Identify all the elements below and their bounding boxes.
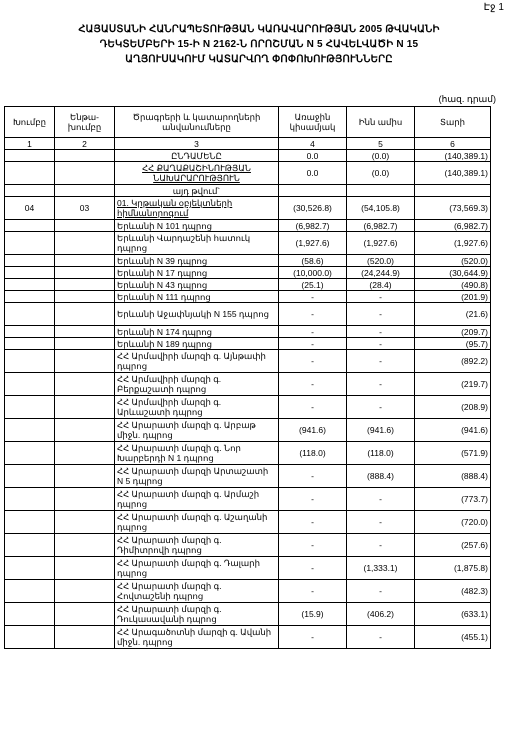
cell-first-half: -: [279, 534, 347, 557]
cell-first-half: -: [279, 373, 347, 396]
cell-year: (773.7): [415, 488, 491, 511]
cell-group: [5, 603, 55, 626]
cell-name: ՀՀ Արարատի մարզի գ. Աշաղանի դպրոց: [115, 511, 279, 534]
col-number: 3: [115, 138, 279, 150]
cell-first-half: 0.0: [279, 162, 347, 185]
cell-subgroup: [55, 279, 115, 291]
table-row: [5, 197, 491, 220]
cell-nine-months: (520.0): [347, 255, 415, 267]
col-number: 1: [5, 138, 55, 150]
table-row: [5, 150, 491, 162]
cell-subgroup: [55, 603, 115, 626]
cell-name: ՀՀ Արարատի մարզի Արտաշատի N 5 դպրոց: [115, 465, 279, 488]
cell-first-half: (10,000.0): [279, 267, 347, 279]
cell-year: (720.0): [415, 511, 491, 534]
cell-subgroup: [55, 185, 115, 197]
cell-subgroup: [55, 232, 115, 255]
table-row: [5, 626, 491, 649]
cell-nine-months: (888.4): [347, 465, 415, 488]
cell-nine-months: (406.2): [347, 603, 415, 626]
cell-group: [5, 326, 55, 338]
cell-subgroup: [55, 488, 115, 511]
cell-year: (6,982.7): [415, 220, 491, 232]
cell-first-half: -: [279, 511, 347, 534]
col-header-subgroup: Ենթա-խումբը: [55, 107, 115, 138]
cell-year: (30,644.9): [415, 267, 491, 279]
cell-subgroup: [55, 373, 115, 396]
page-number: Էջ 1: [483, 2, 504, 13]
cell-name: ՀՀ Արմավիրի մարզի գ. Այնթափի դպրոց: [115, 350, 279, 373]
cell-group: [5, 150, 55, 162]
cell-name: ՀՀ Արարատի մարզի գ. Դալարի դպրոց: [115, 557, 279, 580]
table-row: [5, 279, 491, 291]
cell-subgroup: [55, 291, 115, 303]
cell-name: այդ թվում`: [115, 185, 279, 197]
table-row: [5, 255, 491, 267]
cell-group: [5, 338, 55, 350]
cell-year: (892.2): [415, 350, 491, 373]
cell-name: Երևանի N 43 դպրոց: [115, 279, 279, 291]
cell-year: (482.3): [415, 580, 491, 603]
table-row: [5, 603, 491, 626]
col-header-group: Խումբը: [5, 107, 55, 138]
cell-subgroup: 03: [55, 197, 115, 220]
cell-nine-months: -: [347, 396, 415, 419]
cell-year: (633.1): [415, 603, 491, 626]
table-row: [5, 350, 491, 373]
table-row: [5, 396, 491, 419]
cell-year: (201.9): [415, 291, 491, 303]
cell-nine-months: -: [347, 291, 415, 303]
cell-first-half: -: [279, 326, 347, 338]
title-line-1: ՀԱՅԱՍՏԱՆԻ ՀԱՆՐԱՊԵՏՈՒԹՅԱՆ ԿԱՌԱՎԱՐՈՒԹՅԱՆ 2005 ԹՎԱԿԱՆԻ: [78, 24, 440, 35]
cell-group: [5, 534, 55, 557]
col-header-first-half: Առաջին կիսամյակ: [279, 107, 347, 138]
table-row: [5, 220, 491, 232]
cell-first-half: (58.6): [279, 255, 347, 267]
cell-first-half: -: [279, 291, 347, 303]
cell-first-half: -: [279, 303, 347, 326]
cell-name: 01. Կրթական օբյեկտների հիմնանորոգում: [115, 197, 279, 220]
cell-first-half: -: [279, 465, 347, 488]
cell-year: [415, 185, 491, 197]
cell-year: (21.6): [415, 303, 491, 326]
cell-nine-months: -: [347, 488, 415, 511]
cell-first-half: -: [279, 488, 347, 511]
cell-year: (208.9): [415, 396, 491, 419]
cell-subgroup: [55, 442, 115, 465]
cell-subgroup: [55, 338, 115, 350]
column-number-row: [5, 138, 491, 150]
cell-nine-months: -: [347, 338, 415, 350]
cell-first-half: (6,982.7): [279, 220, 347, 232]
cell-group: [5, 419, 55, 442]
cell-name: Երևանի N 189 դպրոց: [115, 338, 279, 350]
cell-subgroup: [55, 150, 115, 162]
cell-year: (888.4): [415, 465, 491, 488]
cell-group: [5, 303, 55, 326]
table-row: [5, 162, 491, 185]
table-row: [5, 373, 491, 396]
table-row: [5, 442, 491, 465]
cell-name: Երևանի N 39 դպրոց: [115, 255, 279, 267]
cell-group: [5, 162, 55, 185]
cell-subgroup: [55, 255, 115, 267]
cell-first-half: -: [279, 396, 347, 419]
cell-group: [5, 255, 55, 267]
cell-name: Երևանի N 101 դպրոց: [115, 220, 279, 232]
cell-year: (520.0): [415, 255, 491, 267]
cell-nine-months: -: [347, 350, 415, 373]
cell-subgroup: [55, 220, 115, 232]
title-line-3: ԱՂՅՈՒՍԱԿՈՒՄ ԿԱՏԱՐՎՈՂ ՓՈՓՈԽՈՒԹՅՈՒՆՆԵՐԸ: [125, 54, 393, 65]
cell-year: (257.6): [415, 534, 491, 557]
col-number: 4: [279, 138, 347, 150]
cell-year: (490.8): [415, 279, 491, 291]
table-row: [5, 511, 491, 534]
cell-subgroup: [55, 162, 115, 185]
cell-nine-months: -: [347, 326, 415, 338]
cell-name: ՀՀ Արմավիրի մարզի գ. Բերքաշատի դպրոց: [115, 373, 279, 396]
cell-group: [5, 232, 55, 255]
cell-group: [5, 488, 55, 511]
cell-nine-months: (0.0): [347, 150, 415, 162]
cell-group: [5, 350, 55, 373]
cell-group: [5, 279, 55, 291]
table-row: [5, 185, 491, 197]
cell-group: [5, 291, 55, 303]
cell-group: [5, 511, 55, 534]
table-row: [5, 303, 491, 326]
cell-first-half: (118.0): [279, 442, 347, 465]
cell-group: [5, 580, 55, 603]
cell-name: Երևանի Վարդաշենի հատուկ դպրոց: [115, 232, 279, 255]
col-number: 2: [55, 138, 115, 150]
cell-first-half: (30,526.8): [279, 197, 347, 220]
unit-label: (հազ. դրամ): [438, 94, 496, 104]
cell-subgroup: [55, 534, 115, 557]
cell-year: (209.7): [415, 326, 491, 338]
cell-group: [5, 396, 55, 419]
cell-subgroup: [55, 326, 115, 338]
cell-year: (140,389.1): [415, 162, 491, 185]
cell-nine-months: [347, 185, 415, 197]
cell-first-half: (25.1): [279, 279, 347, 291]
col-header-year: Տարի: [415, 107, 491, 138]
title-line-2: ԴԵԿՏԵՄԲԵՐԻ 15-Ի N 2162-Ն ՈՐՈՇՄԱՆ N 5 ՀԱՎԵԼՎԱԾԻ N 15: [99, 39, 419, 50]
table-row: [5, 326, 491, 338]
cell-nine-months: (24,244.9): [347, 267, 415, 279]
cell-name: ԸՆԴԱՄԵՆԸ: [115, 150, 279, 162]
cell-nine-months: (0.0): [347, 162, 415, 185]
cell-subgroup: [55, 396, 115, 419]
table-row: [5, 267, 491, 279]
cell-year: (455.1): [415, 626, 491, 649]
cell-nine-months: -: [347, 534, 415, 557]
cell-first-half: -: [279, 626, 347, 649]
col-number: 5: [347, 138, 415, 150]
cell-name: ՀՀ Արարատի մարզի գ. Դիմիտրովի դպրոց: [115, 534, 279, 557]
header-row: [5, 107, 491, 138]
cell-nine-months: -: [347, 626, 415, 649]
cell-name: Երևանի Աջափնյակի N 155 դպրոց: [115, 303, 279, 326]
cell-subgroup: [55, 465, 115, 488]
cell-first-half: (15.9): [279, 603, 347, 626]
cell-first-half: 0.0: [279, 150, 347, 162]
cell-first-half: -: [279, 338, 347, 350]
cell-subgroup: [55, 511, 115, 534]
cell-year: (1,927.6): [415, 232, 491, 255]
cell-year: (219.7): [415, 373, 491, 396]
cell-nine-months: (6,982.7): [347, 220, 415, 232]
cell-name: ՀՀ Արմավիրի մարզի գ. Արևաշատի դպրոց: [115, 396, 279, 419]
table-row: [5, 232, 491, 255]
cell-subgroup: [55, 580, 115, 603]
cell-first-half: -: [279, 350, 347, 373]
table-row: [5, 557, 491, 580]
cell-first-half: [279, 185, 347, 197]
cell-name: Երևանի N 17 դպրոց: [115, 267, 279, 279]
cell-nine-months: -: [347, 303, 415, 326]
cell-subgroup: [55, 303, 115, 326]
cell-group: [5, 465, 55, 488]
cell-name: ՀՀ ՔԱՂԱՔԱՇԻՆՈՒԹՅԱՆ ՆԱԽԱՐԱՐՈՒԹՅՈՒՆ: [115, 162, 279, 185]
cell-group: [5, 220, 55, 232]
cell-year: (73,569.3): [415, 197, 491, 220]
cell-year: (140,389.1): [415, 150, 491, 162]
table-row: [5, 534, 491, 557]
cell-nine-months: -: [347, 580, 415, 603]
cell-nine-months: -: [347, 511, 415, 534]
col-header-name: Ծրագրերի և կատարողների անվանումները: [115, 107, 279, 138]
cell-subgroup: [55, 419, 115, 442]
cell-name: ՀՀ Արարատի մարզի գ. Հովտաշենի դպրոց: [115, 580, 279, 603]
cell-subgroup: [55, 626, 115, 649]
cell-name: ՀՀ Արարատի մարզի գ. Դուկասավանի դպրոց: [115, 603, 279, 626]
cell-nine-months: (941.6): [347, 419, 415, 442]
cell-year: (1,875.8): [415, 557, 491, 580]
document-title: [0, 22, 518, 67]
cell-subgroup: [55, 267, 115, 279]
cell-nine-months: (1,927.6): [347, 232, 415, 255]
cell-name: Երևանի N 111 դպրոց: [115, 291, 279, 303]
cell-year: (941.6): [415, 419, 491, 442]
table-row: [5, 291, 491, 303]
cell-group: [5, 442, 55, 465]
cell-year: (571.9): [415, 442, 491, 465]
cell-nine-months: (54,105.8): [347, 197, 415, 220]
col-header-nine-months: Ինն ամիս: [347, 107, 415, 138]
table-row: [5, 419, 491, 442]
cell-year: (95.7): [415, 338, 491, 350]
cell-name: ՀՀ Արարատի մարզի գ. Արբաթ միջն. դպրոց: [115, 419, 279, 442]
cell-name: Երևանի N 174 դպրոց: [115, 326, 279, 338]
cell-nine-months: (1,333.1): [347, 557, 415, 580]
cell-first-half: (1,927.6): [279, 232, 347, 255]
cell-name: ՀՀ Արարատի մարզի գ. Նոր Խարբերդի N 1 դպրոց: [115, 442, 279, 465]
cell-first-half: (941.6): [279, 419, 347, 442]
cell-group: [5, 267, 55, 279]
cell-first-half: -: [279, 580, 347, 603]
cell-nine-months: -: [347, 373, 415, 396]
table-row: [5, 338, 491, 350]
cell-name: ՀՀ Արագածոտնի մարզի գ. Ավանի միջն. դպրոց: [115, 626, 279, 649]
cell-group: [5, 626, 55, 649]
cell-subgroup: [55, 557, 115, 580]
col-number: 6: [415, 138, 491, 150]
cell-nine-months: (118.0): [347, 442, 415, 465]
cell-group: [5, 557, 55, 580]
cell-name: ՀՀ Արարատի մարզի գ. Արմաշի դպրոց: [115, 488, 279, 511]
cell-group: 04: [5, 197, 55, 220]
table-row: [5, 465, 491, 488]
cell-first-half: -: [279, 557, 347, 580]
table-row: [5, 488, 491, 511]
table-row: [5, 580, 491, 603]
cell-subgroup: [55, 350, 115, 373]
changes-table: [4, 106, 491, 649]
cell-nine-months: (28.4): [347, 279, 415, 291]
cell-group: [5, 373, 55, 396]
cell-group: [5, 185, 55, 197]
